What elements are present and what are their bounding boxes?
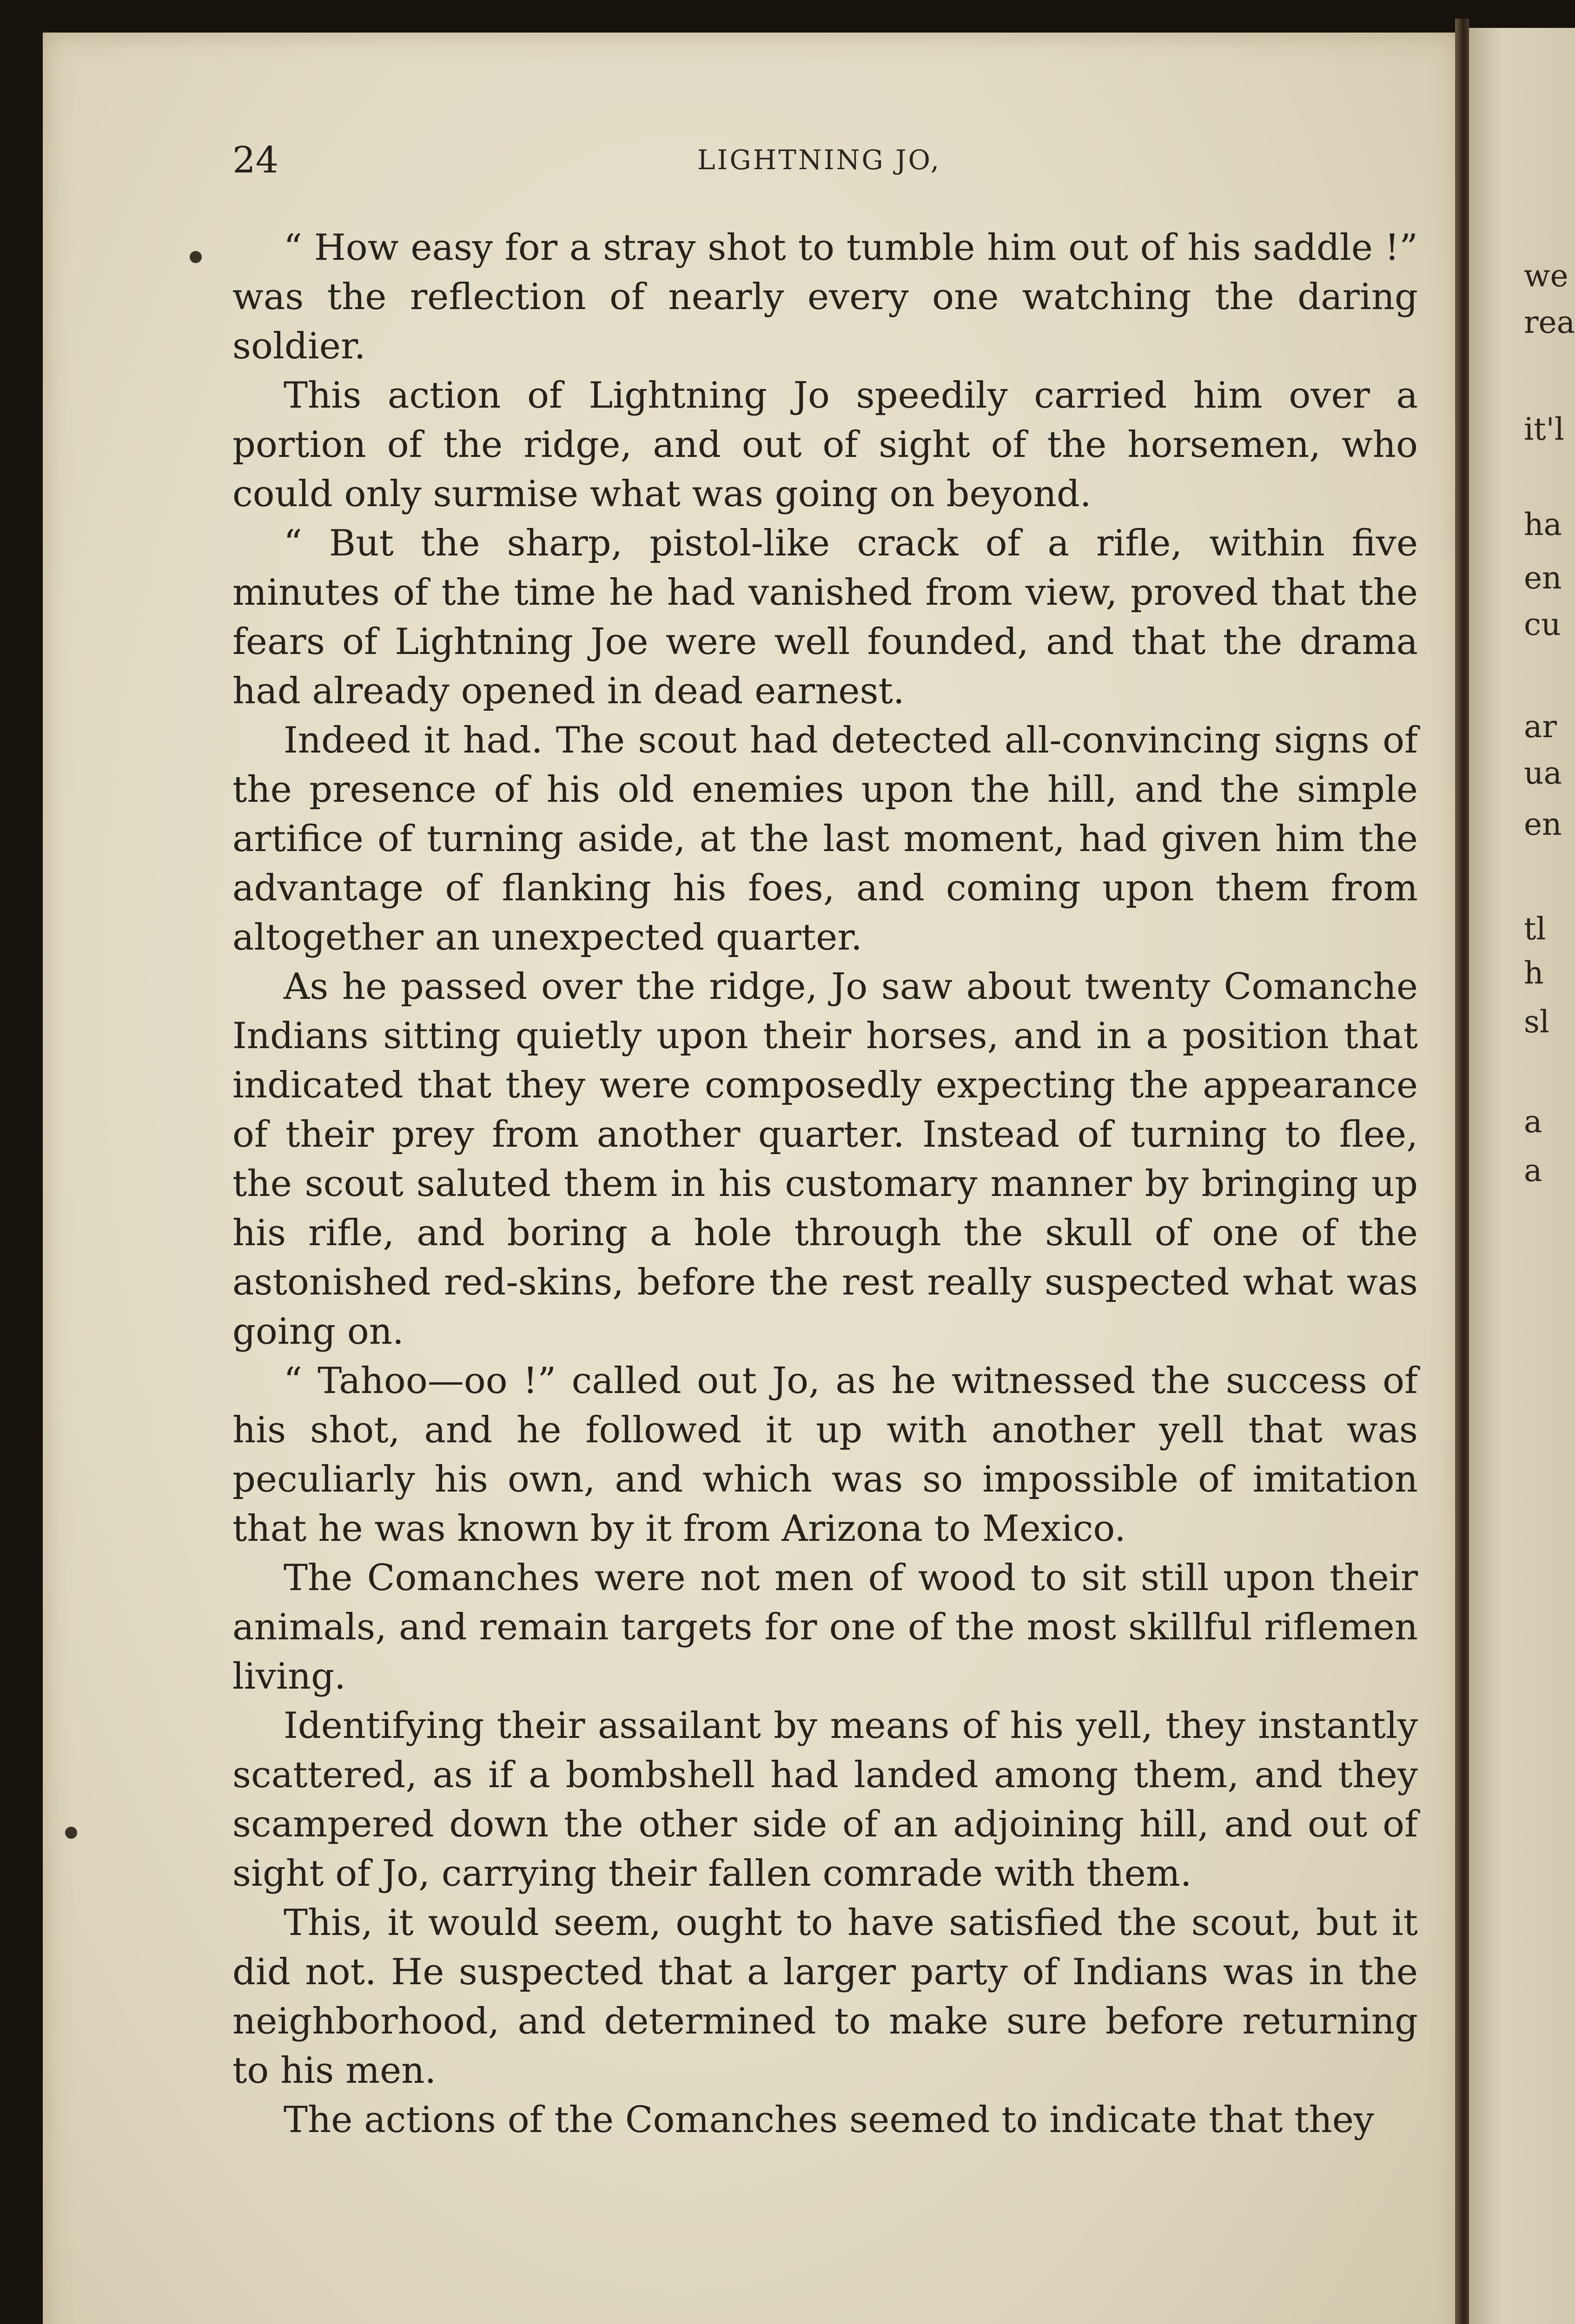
facing-page bbox=[1469, 28, 1575, 2324]
paragraph: The actions of the Comanches seemed to indicate that they bbox=[284, 2099, 1374, 2141]
paragraph: Identifying their assailant by means of his yell, they instantly scattered, as if a bombshell had landed among them, and they scampered down the other side of an adjoining hill, and out of sight of Jo, carrying their fallen comrade with them. bbox=[232, 1705, 1418, 1895]
facing-fragment: cu bbox=[1524, 607, 1561, 642]
facing-fragment: ha bbox=[1524, 507, 1562, 542]
facing-fragment: ua bbox=[1524, 755, 1562, 791]
facing-fragment: en bbox=[1524, 560, 1562, 596]
facing-fragment: it'l bbox=[1524, 411, 1564, 447]
facing-fragment: h bbox=[1524, 955, 1544, 991]
facing-fragment: tl bbox=[1524, 911, 1546, 947]
page-number: 24 bbox=[232, 139, 279, 181]
facing-fragment: rea bbox=[1524, 304, 1575, 340]
facing-fragment: sl bbox=[1524, 1004, 1549, 1040]
page-speck bbox=[190, 251, 202, 263]
paragraph: Indeed it had. The scout had detected all-convincing signs of the presence of his old enemies upon the hill, and the simple artifice of turning aside, at the last moment, had given him the advantage of flanking his foes, and coming upon them from altogether an unexpected quarter. bbox=[232, 720, 1418, 958]
book-gutter bbox=[1455, 19, 1469, 2324]
facing-fragment: a bbox=[1524, 1153, 1542, 1188]
facing-fragment: ar bbox=[1524, 709, 1557, 745]
paragraph: This action of Lightning Jo speedily carried him over a portion of the ridge, and out of sight of the horsemen, who could only surmise what was going on beyond. bbox=[232, 375, 1418, 515]
facing-fragment: a bbox=[1524, 1104, 1542, 1140]
paragraph: This, it would seem, ought to have satisfied the scout, but it did not. He suspected that a larger party of Indians was in the neighborhood, and determined to make sure before returning to his men. bbox=[232, 1902, 1418, 2092]
paragraph: The Comanches were not men of wood to sit still upon their animals, and remain targets for one of the most skillful riflemen living. bbox=[232, 1557, 1418, 1697]
facing-fragment: en bbox=[1524, 806, 1562, 842]
paragraph: “ But the sharp, pistol-like crack of a rifle, within five minutes of the time he had vanished from view, proved that the fears of Lightning Joe were well founded, and that the drama had already opened in dead earnest. bbox=[232, 522, 1418, 712]
running-head: LIGHTNING JO, bbox=[697, 144, 941, 176]
paragraph: “ How easy for a stray shot to tumble him out of his saddle !” was the reflection of nearly every one watching the daring soldier. bbox=[232, 227, 1418, 367]
body-text bbox=[232, 223, 1418, 2145]
paragraph: “ Tahoo—oo !” called out Jo, as he witnessed the success of his shot, and he followed it up with another yell that was peculiarly his own, and which was so impossible of imitation that he was known by it from Arizona to Mexico. bbox=[232, 1360, 1418, 1550]
page-speck bbox=[65, 1827, 77, 1839]
paragraph: As he passed over the ridge, Jo saw about twenty Comanche Indians sitting quietly upon their horses, and in a position that indicated that they were composedly expecting the appearance of their prey from another quarter. Instead of turning to flee, the scout saluted them in his customary manner by bringing up his rifle, and boring a hole through the skull of one of the astonished red-skins, before the rest really suspected what was going on. bbox=[232, 966, 1418, 1353]
facing-fragment: we bbox=[1524, 258, 1568, 294]
page-header bbox=[232, 139, 1418, 186]
